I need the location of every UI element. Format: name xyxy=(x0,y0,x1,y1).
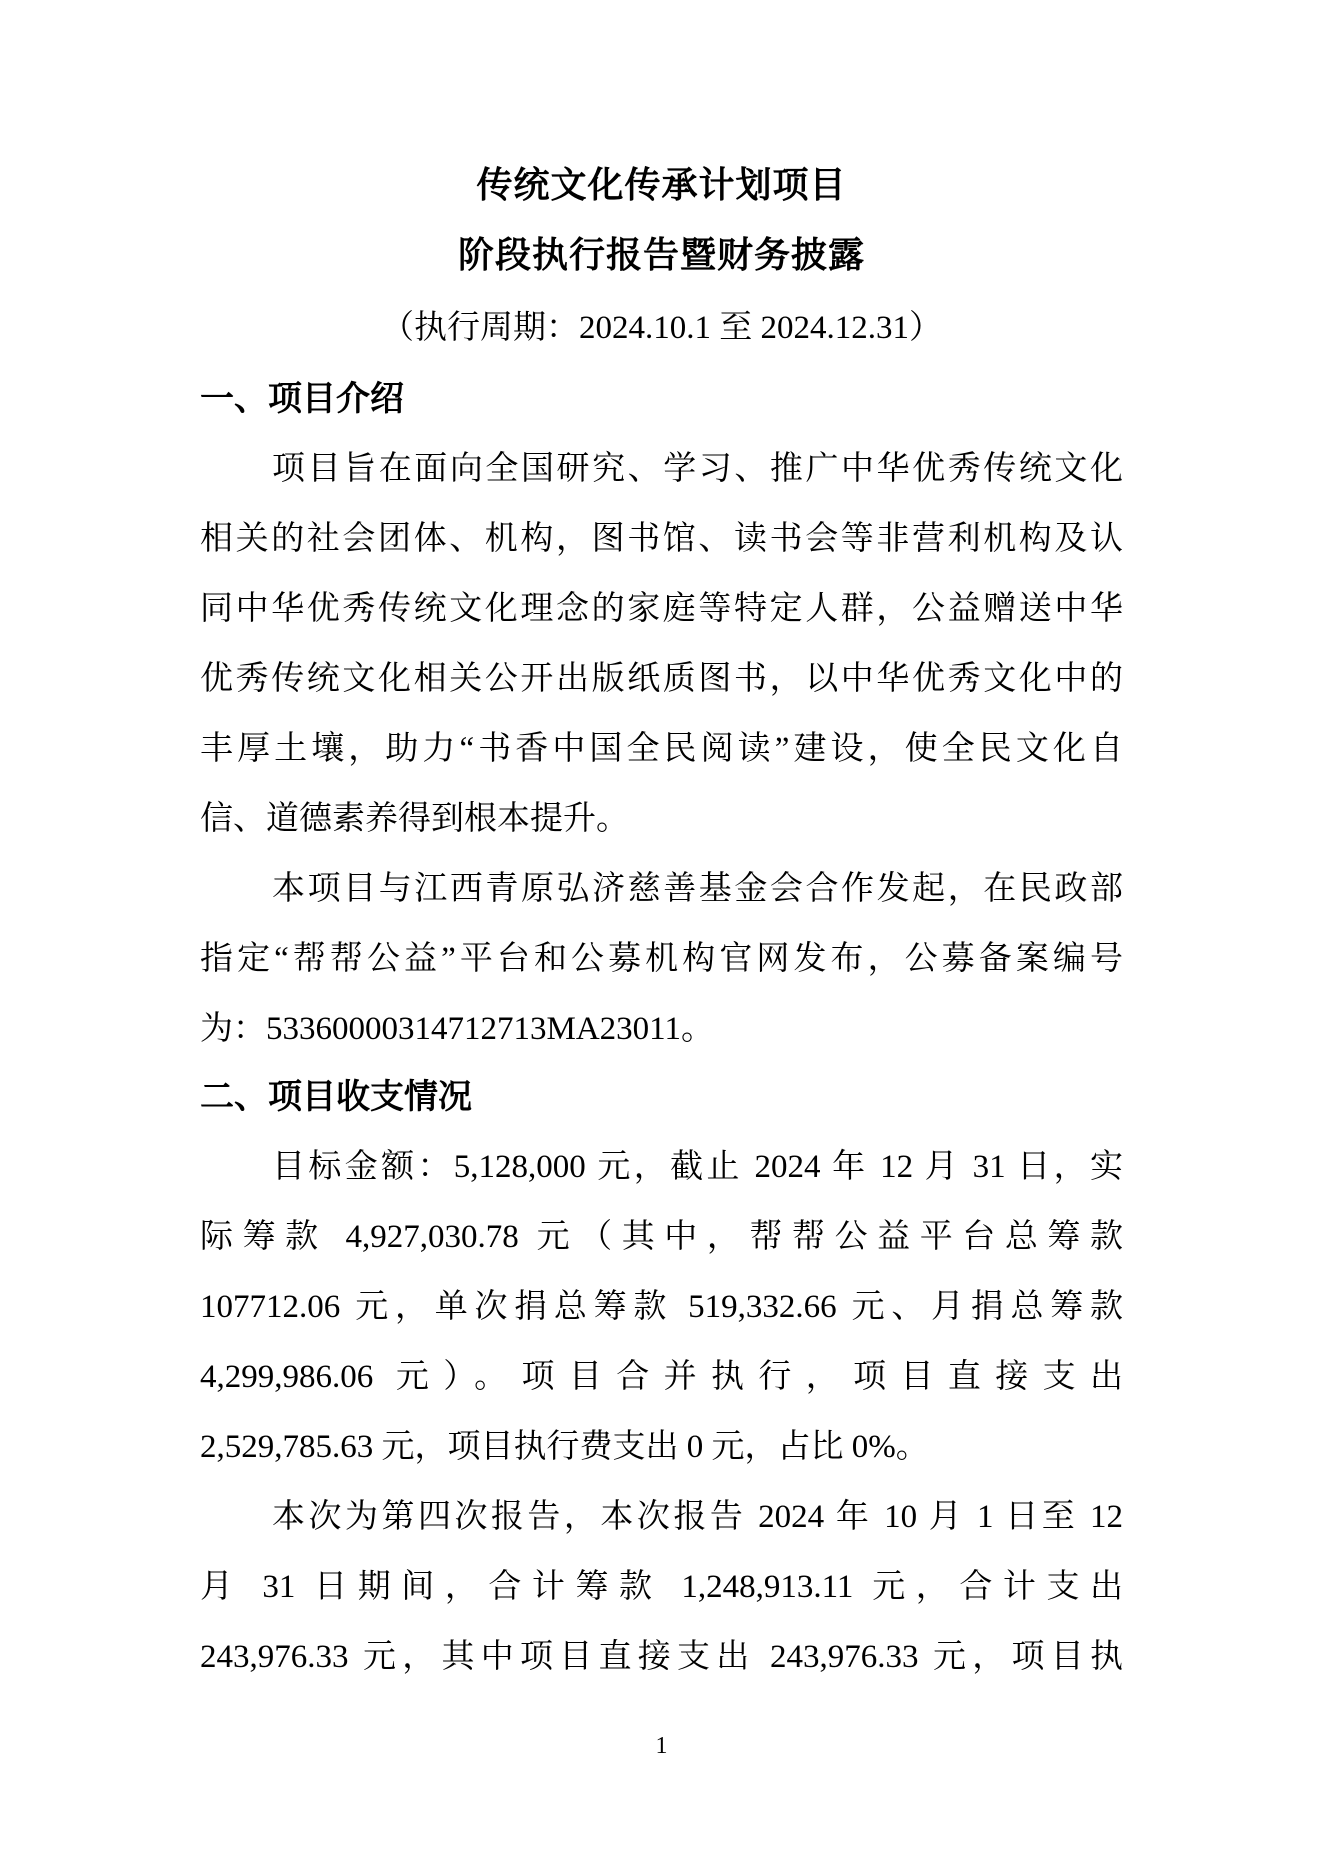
document-content xyxy=(200,150,1123,1692)
page-title-line-2: 阶段执行报告暨财务披露 xyxy=(457,235,865,275)
paragraph-line: 本项目与江西青原弘济慈善基金会合作发起，在民政部 xyxy=(272,871,1123,907)
paragraph-line: 优秀传统文化相关公开出版纸质图书，以中华优秀文化中的 xyxy=(200,661,1123,697)
paragraph-line: 目标金额：5,128,000 元，截止 2024 年 12 月 31 日，实 xyxy=(272,1149,1123,1185)
paragraph-line: 信、道德素养得到根本提升。 xyxy=(200,801,629,837)
page-title-line-1: 传统文化传承计划项目 xyxy=(476,165,847,205)
paragraph-line: 际筹款 4,927,030.78 元（其中，帮帮公益平台总筹款 xyxy=(200,1219,1123,1255)
paragraph-line: 项目旨在面向全国研究、学习、推广中华优秀传统文化 xyxy=(272,451,1123,487)
execution-period: （执行周期：2024.10.1 至 2024.12.31） xyxy=(381,310,942,346)
paragraph-line: 107712.06 元，单次捐总筹款 519,332.66 元、月捐总筹款 xyxy=(200,1289,1123,1325)
section-heading-2: 二、项目收支情况 xyxy=(200,1079,472,1116)
paragraph-line: 相关的社会团体、机构，图书馆、读书会等非营利机构及认 xyxy=(200,521,1123,557)
paragraph-line: 243,976.33 元，其中项目直接支出 243,976.33 元，项目执 xyxy=(200,1639,1123,1675)
paragraph-line: 丰厚土壤，助力“书香中国全民阅读”建设，使全民文化自 xyxy=(200,731,1123,767)
paragraph-line: 同中华优秀传统文化理念的家庭等特定人群，公益赠送中华 xyxy=(200,591,1123,627)
paragraph-line: 本次为第四次报告，本次报告 2024 年 10 月 1 日至 12 xyxy=(272,1499,1123,1535)
paragraph-line: 为：53360000314712713MA23011。 xyxy=(200,1011,714,1047)
page-number: 1 xyxy=(655,1733,668,1759)
paragraph-line: 4,299,986.06 元）。项目合并执行，项目直接支出 xyxy=(200,1359,1123,1395)
section-heading-1: 一、项目介绍 xyxy=(200,381,404,418)
paragraph-line: 月 31 日期间，合计筹款 1,248,913.11 元，合计支出 xyxy=(200,1569,1123,1605)
paragraph-line: 指定“帮帮公益”平台和公募机构官网发布，公募备案编号 xyxy=(200,941,1123,977)
paragraph-line: 2,529,785.63 元，项目执行费支出 0 元，占比 0%。 xyxy=(200,1429,929,1465)
